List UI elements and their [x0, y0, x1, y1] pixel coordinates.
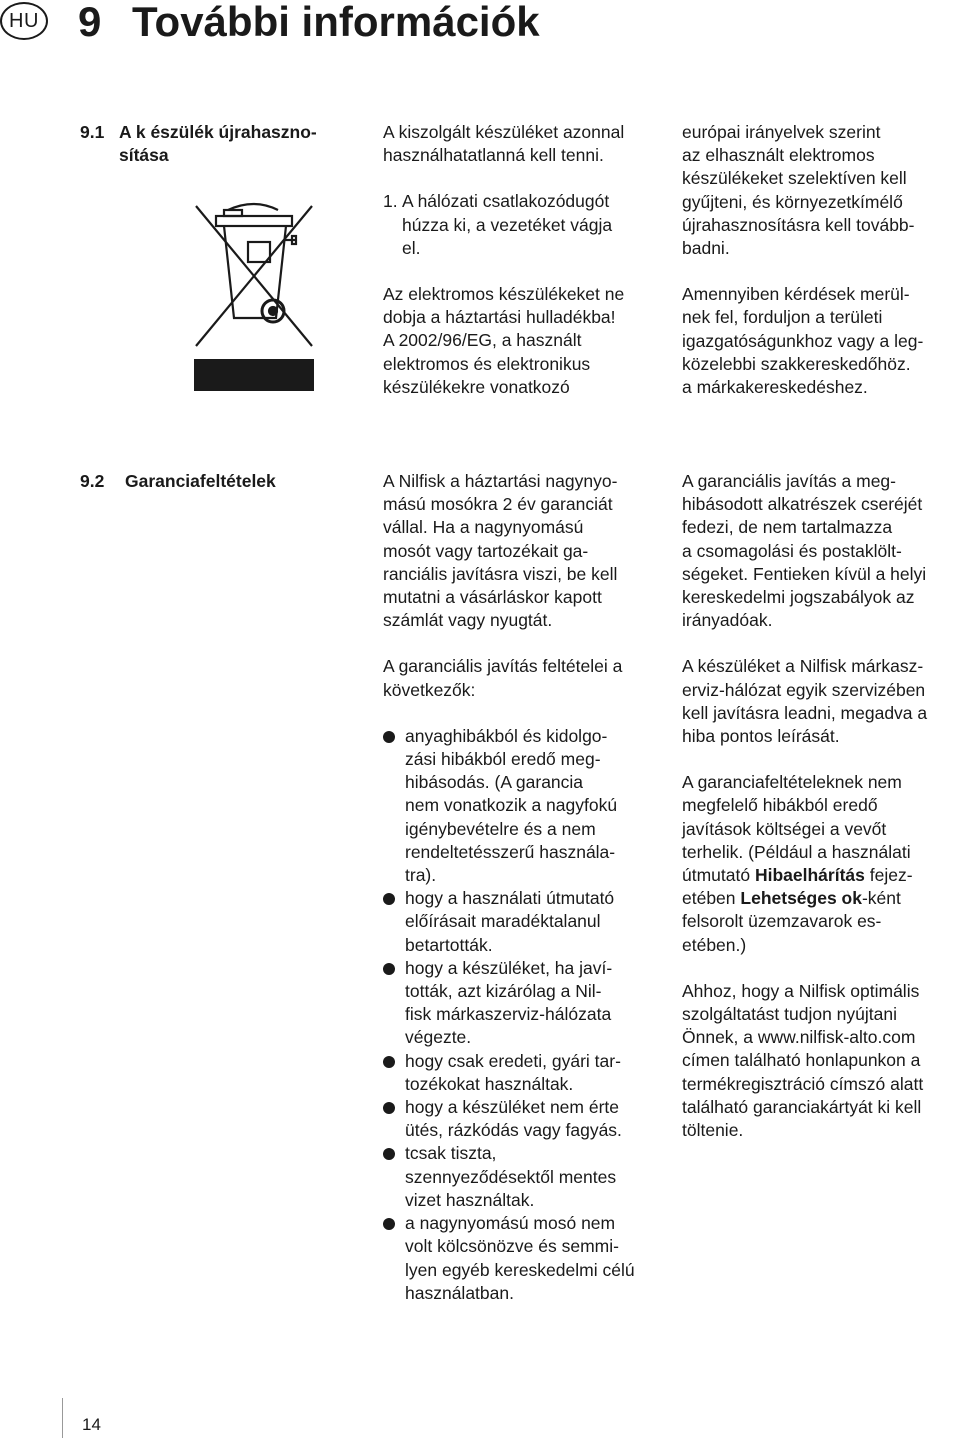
text-line: mosót vagy tartozékait ga-: [383, 540, 589, 561]
text-line: A 2002/96/EG, a használt: [383, 330, 582, 351]
text-line: A Nilfisk a háztartási nagynyo-: [383, 471, 618, 491]
text-line: mású mosókra 2 év garanciát: [383, 494, 613, 515]
text-line: kereskedelmi jogszabályok az: [682, 587, 915, 608]
bullet-icon: [383, 893, 395, 905]
list-item: hogy a készüléket, ha javí- tották, azt kizárólag a Nil- fisk márkaszerviz-hálózata végezte.: [383, 957, 675, 1050]
page-margin-rule: [62, 1398, 63, 1438]
text-line: számlát vagy nyugtát.: [383, 610, 553, 631]
text-line: szolgáltatást tudjon nyújtani: [682, 1004, 897, 1025]
text-line: hiba pontos leírását.: [682, 726, 840, 747]
list-item: anyaghibákból és kidolgo- zási hibákból eredő meg- hibásodás. (A garancia nem vonatkozik a nagyfokú igénybevételre és a nem rendeltetésszerű használa- tra).: [383, 725, 675, 887]
list-item: hogy a készüléket nem érte ütés, rázkódás vagy fagyás.: [383, 1096, 675, 1142]
step-number: 1.: [383, 191, 398, 212]
warranty-conditions-list: [383, 725, 675, 1305]
bullet-icon: [383, 731, 395, 743]
list-item: a nagynyomású mosó nem volt kölcsönözve és semmi- lyen egyéb kereskedelmi célú használatban.: [383, 1212, 675, 1305]
numbered-step: [383, 190, 673, 260]
text-line: javítások költségei a vevőt: [682, 818, 887, 839]
text-line: gyűjteni, és környezetkímélő: [682, 191, 903, 212]
text-line: használhatatlanná kell tenni.: [383, 145, 604, 166]
language-badge: HU: [0, 2, 48, 40]
text-line: található garanciakártyát ki kell: [682, 1096, 922, 1117]
text-line: kell javításra leadni, megadva a: [682, 702, 928, 723]
bullet-icon: [383, 963, 395, 975]
text-line: Amennyiben kérdések merül-: [682, 284, 910, 305]
text-line: A garanciális javítás a meg-: [682, 471, 896, 491]
text-line: A kiszolgált készüléket azonnal: [383, 122, 625, 142]
text-line: Ahhoz, hogy a Nilfisk optimális: [682, 980, 920, 1001]
section-9-2-column-b: [682, 470, 958, 1142]
text-line: etében.): [682, 934, 747, 955]
text-line: megfelelő hibákból eredő: [682, 795, 878, 816]
text-line: A garanciafeltételeknek nem: [682, 772, 902, 793]
text-line: nek fel, forduljon a területi: [682, 307, 883, 328]
section-number-9-2: 9.2: [80, 471, 105, 491]
text-line: A készüléket a Nilfisk márkasz-: [682, 656, 924, 677]
text-line: európai irányelvek szerint: [682, 122, 881, 142]
text-line: igazgatóságunkhoz vagy a leg-: [682, 330, 924, 351]
text-line: címen található honlapunkon a: [682, 1050, 921, 1071]
text-line: útmutató Hibaelhárítás fejez-: [682, 865, 913, 886]
list-item: hogy csak eredeti, gyári tar- tozékokat használtak.: [383, 1050, 675, 1096]
text-line: A hálózati csatlakozódugót: [402, 191, 610, 212]
text-line: dobja a háztartási hulladékba!: [383, 307, 616, 328]
section-number-9-1: 9.1: [80, 122, 105, 142]
text-line: az elhasznált elektromos: [682, 145, 875, 166]
text-line: töltenie.: [682, 1120, 744, 1141]
text-line: közelebbi szakkereskedőhöz.: [682, 353, 911, 374]
text-line: húzza ki, a vezetéket vágja: [402, 214, 613, 235]
bullet-icon: [383, 1148, 395, 1160]
text-line: újrahasznosításra kell tovább-: [682, 214, 915, 235]
section-9-1-column-a: [383, 121, 673, 399]
text-line: el.: [402, 237, 421, 258]
section-title-line: A k észülék újrahaszno-: [119, 122, 317, 142]
text-line: etében Lehetséges ok-ként: [682, 888, 901, 909]
text-line: hibásodott alkatrészek cseréjét: [682, 494, 923, 515]
text-line: a csomagolási és postaklölt-: [682, 540, 902, 561]
section-title-line: sítása: [119, 145, 169, 165]
text-line: ranciális javításra viszi, be kell: [383, 563, 618, 584]
text-line: ségeket. Fentieken kívül a helyi: [682, 563, 927, 584]
bold-term-possible-cause: Lehetséges ok: [740, 888, 862, 909]
text-line: vállal. Ha a nagynyomású: [383, 517, 584, 538]
text-line: készülékekre vonatkozó: [383, 376, 570, 397]
text-line: termékregisztráció címszó alatt: [682, 1073, 924, 1094]
list-item: hogy a használati útmutató előírásait maradéktalanul betartották.: [383, 887, 675, 957]
text-line: Az elektromos készülékeket ne: [383, 284, 625, 305]
section-9-2-column-a: [383, 470, 675, 1305]
text-line: Önnek, a www.nilfisk-alto.com: [682, 1027, 916, 1048]
text-line: elektromos és elektronikus: [383, 353, 591, 374]
page-number: 14: [82, 1415, 101, 1434]
bullet-icon: [383, 1056, 395, 1068]
section-9-1-column-b: [682, 121, 957, 399]
text-line: készülékeket szelektíven kell: [682, 168, 907, 189]
bullet-icon: [383, 1102, 395, 1114]
section-title-9-2: Garanciafeltételek: [125, 471, 276, 491]
text-line: A garanciális javítás feltételei a: [383, 656, 623, 677]
text-line: a márkakereskedéshez.: [682, 377, 868, 398]
text-line: mutatni a vásárláskor kapott: [383, 587, 602, 608]
bullet-icon: [383, 1218, 395, 1230]
bold-term-troubleshooting: Hibaelhárítás: [754, 865, 865, 886]
text-line: irányadóak.: [682, 610, 773, 631]
section-title-9-1: [119, 121, 317, 167]
text-line: fedezi, de nem tartalmazza: [682, 517, 893, 538]
text-line: következők:: [383, 679, 476, 700]
text-line: badni.: [682, 238, 730, 259]
text-line: erviz-hálózat egyik szervizében: [682, 679, 926, 700]
text-line: felsorolt üzemzavarok es-: [682, 911, 882, 932]
list-item: tcsak tiszta, szennyeződésektől mentes vizet használtak.: [383, 1142, 675, 1212]
chapter-number: 9: [78, 0, 102, 45]
weee-crossed-bin-icon: [190, 200, 318, 394]
text-line: terhelik. (Például a használati: [682, 841, 911, 862]
chapter-title: További információk: [132, 0, 540, 45]
